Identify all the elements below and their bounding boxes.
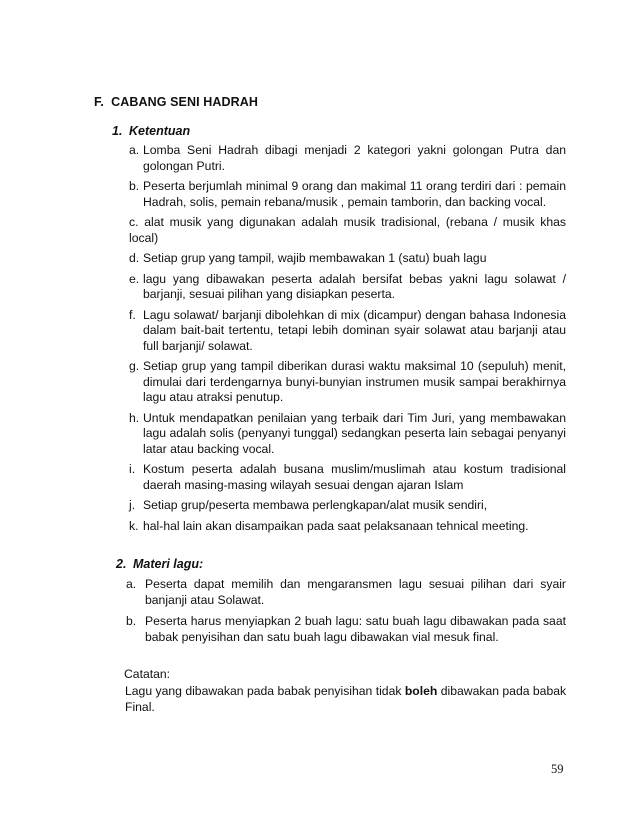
ketentuan-list: [120, 143, 566, 539]
catatan-note: [120, 666, 570, 715]
catatan-bold-word: boleh: [404, 684, 438, 698]
catatan-text-before: Lagu yang dibawakan pada babak penyisihan tidak: [125, 684, 405, 698]
ketentuan-heading: [112, 124, 190, 138]
list-item: [120, 251, 566, 267]
item-text: Kostum peserta adalah busana muslim/muslimah atau kostum tradisional daerah masing-masing wilayah sesuai dengan ajaran Islam: [143, 462, 566, 492]
list-item: [120, 215, 566, 246]
item-text: lagu yang dibawakan peserta adalah bersifat bebas yakni lagu solawat / barjanji, sesuai pilihan yang disiapkan peserta.: [143, 271, 566, 301]
item-marker: k.: [129, 518, 139, 533]
item-text: Setiap grup yang tampil, wajib membawakan 1 (satu) buah lagu: [143, 251, 487, 265]
item-text: hal-hal lain akan disampaikan pada saat pelaksanaan tehnical meeting.: [143, 518, 529, 533]
section-title-text: CABANG SENI HADRAH: [111, 95, 259, 109]
list-item: [120, 498, 566, 514]
list-item: [120, 411, 566, 458]
item-marker: g.: [129, 359, 140, 373]
catatan-label: Catatan:: [124, 667, 171, 681]
list-item: [120, 359, 566, 406]
materi-heading: [116, 557, 203, 571]
list-item: [120, 308, 566, 355]
ketentuan-number: 1.: [112, 124, 123, 138]
catatan-body: [120, 683, 570, 715]
list-item: [120, 614, 566, 645]
item-text: Lomba Seni Hadrah dibagi menjadi 2 kategori yakni golongan Putra dan golongan Putri.: [143, 143, 566, 173]
list-item: [120, 462, 566, 493]
item-marker: h.: [129, 410, 140, 425]
section-letter: F.: [94, 95, 104, 109]
catatan-text-after: dibawakan pada babak Final.: [125, 684, 567, 714]
materi-title: Materi lagu:: [133, 557, 204, 571]
materi-number: 2.: [116, 557, 127, 571]
item-marker: b.: [126, 614, 137, 628]
list-item: [120, 179, 566, 210]
list-item: [120, 272, 566, 303]
item-marker: a.: [129, 143, 140, 157]
item-text: Peserta harus menyiapkan 2 buah lagu: satu buah lagu dibawakan pada saat babak penyisihan dan satu buah lagu dibawakan vial mesuk final.: [145, 614, 566, 644]
item-marker: d.: [129, 251, 140, 265]
item-text: Peserta berjumlah minimal 9 orang dan makimal 11 orang terdiri dari : pemain Hadrah, solis, pemain rebana/musik , pemain tamborin, dan backing vocal.: [143, 179, 566, 209]
item-marker: i.: [129, 462, 136, 476]
item-marker: a.: [126, 577, 137, 591]
page-number: 59: [551, 762, 564, 776]
list-item: [120, 577, 566, 608]
item-text: Setiap grup yang tampil diberikan durasi waktu maksimal 10 (sepuluh) menit, dimulai dari terdengarnya bunyi-bunyian instrumen musik sampai berakhirnya lagu atau atraksi penutup.: [143, 359, 566, 404]
item-marker: b.: [129, 179, 140, 193]
list-item: [120, 519, 566, 535]
materi-list: [120, 577, 566, 651]
item-text: Untuk mendapatkan penilaian yang terbaik dari Tim Juri, yang membawakan lagu adalah solis (penyanyi tunggal) sedangkan peserta lain sebagai penyanyi latar atau backing vocal.: [143, 410, 566, 456]
item-text: Setiap grup/peserta membawa perlengkapan/alat musik sendiri,: [143, 498, 488, 512]
section-title: [94, 95, 258, 109]
item-text: Peserta dapat memilih dan mengaransmen lagu sesuai pilihan dari syair banjanji atau Solawat.: [145, 577, 566, 607]
item-marker: e.: [129, 271, 140, 286]
list-item: [120, 143, 566, 174]
ketentuan-title: Ketentuan: [129, 124, 191, 138]
item-marker: c.: [129, 215, 139, 229]
item-text: Lagu solawat/ barjanji dibolehkan di mix (dicampur) dengan bahasa Indonesia dalam bait-bait tertentu, tetapi lebih dominan syair solawat atau barjanji atau full barjanji/ solawat.: [143, 307, 566, 353]
item-text: alat musik yang digunakan adalah musik tradisional, (rebana / musik khas local): [129, 215, 566, 245]
item-marker: f.: [129, 307, 136, 322]
item-marker: j.: [129, 498, 136, 512]
